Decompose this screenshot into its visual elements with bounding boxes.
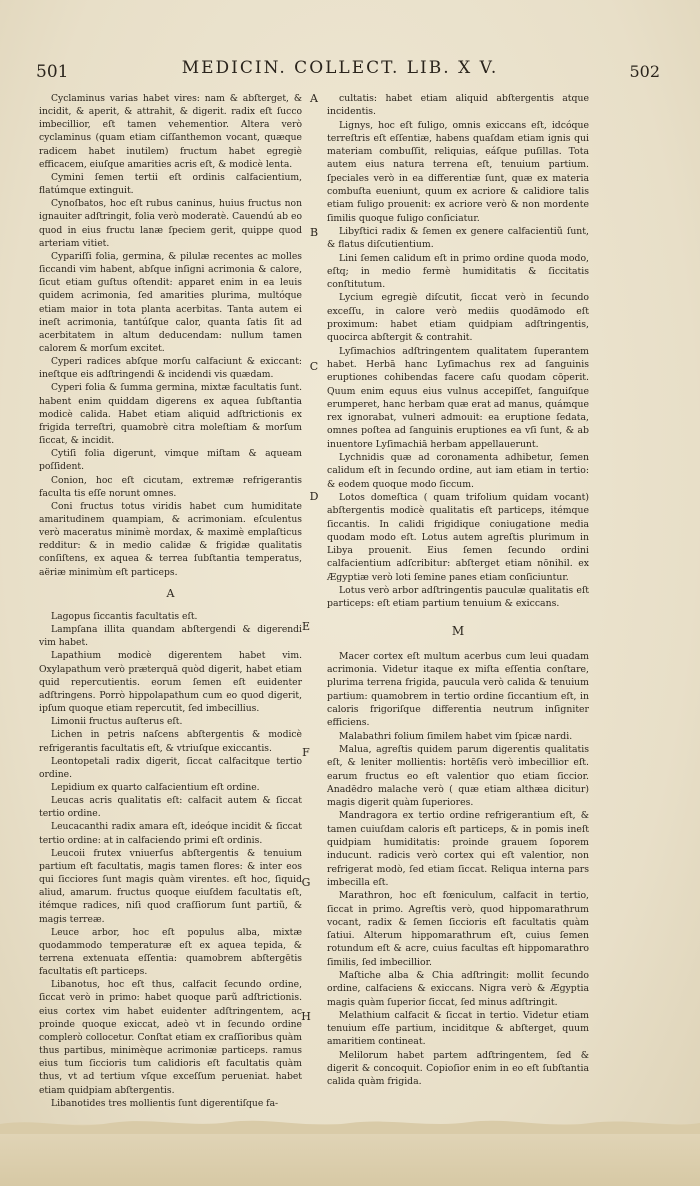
page-number-right: 502 [629, 62, 660, 81]
entry-paragraph: Lapathium modicè digerentem habet vim. Oxylapathum verò præterquā quòd digerit, habet etiam quid repercutientis. eorum ſemen eſt euidenter adſtringens. Porrò hippolapathum cum eo quod digerit, ipſum quoque etiam repercutit, ſed imbecillius. [39, 650, 302, 715]
entry-paragraph: Limonii fructus auſterus eſt. [51, 716, 183, 728]
entry-paragraph: Cyperi folia & ſumma germina, mixtæ facultatis ſunt. habent enim quiddam digerens ex aquea ſubſtantia modicè calida. Habet etiam aliquid adſtrictionis ex frigida terreſtri, quamobrè citra moleſtiam & morſum ſiccat, & incidit. [39, 382, 302, 447]
entry-paragraph: Conion, hoc eſt cicutam, extremæ refrigerantis faculta tis eſſe norunt omnes. [39, 474, 302, 499]
entry-paragraph: Leucacanthi radix amara eſt, ideóque incidit & ſiccat tertio ordine: at in calfaciendo primi eſt ordinis. [39, 821, 302, 846]
entry-paragraph: Lyſimachios adſtringentem qualitatem ſuperantem habet. Herbā hanc Lyſimachus rex ad ſanguinis eruptiones cohibendas facere caſu quodam cōperit. Quum enim equus eius vulnus accepiſſet, ſanguiſque erumperet, hanc herbam quæ erat ad manus, quámque rex ignorabat, vulneri admouit: ea eruptione ſedata, omnes poſtea ad ſanguinis eruptiones ea vſi ſunt, & ab inuentore Lyſimachiā herbam appellauerunt. [327, 345, 589, 450]
entry-paragraph: Libanotides tres mollientis ſunt digerentiſque fa- [51, 1097, 279, 1109]
right-column [327, 92, 589, 1089]
margin-letter: G [301, 876, 311, 889]
page-header [0, 56, 700, 86]
entry-paragraph: Lycium egregiè diſcutit, ſiccat verò in ſecundo exceſſu, in calore verò mediis quodāmodo eſt proximum: habet etiam quidpiam adſtringentis, quocirca abſtergit & contrahit. [327, 292, 589, 344]
entry-paragraph: Lini ſemen calidum eſt in primo ordine quoda modo, eſtq; in medio fermè humiditatis & ſiccitatis conſtitutum. [327, 252, 589, 291]
entry-paragraph: Leucoii frutex vniuerſus abſtergentis & tenuium partium eſt facultatis, magis tamen flores: & inter eos qui ſicciores ſunt magis quàm virentes. eſt hoc, ſiquid aliud, amarum. fructus quoque eiuſdem facultatis eſt, itémque radices, niſi quod craſſiorum ſunt partiũ, & magis terreæ. [39, 847, 302, 925]
margin-letter: B [309, 226, 319, 239]
entry-paragraph: Coni fructus totus viridis habet cum humiditate amaritudinem quampiam, & acrimoniam. eſculentus verò maceratus minimè mordax, & maximè emplaſticus redditur: & in medio calidæ & frigidæ qualitatis conſiſtens, ex aquea & terrea ſubſtantia temperatus, aëriæ minimùm eſt particeps. [39, 500, 302, 578]
entry-paragraph: Libanotus, hoc eſt thus, calfacit ſecundo ordine, ſiccat verò in primo: habet quoque parũ adſtrictionis. eius cortex vim habet euidenter adſtringentem, ac proinde quoque exiccat, adeò vt in ſecundo ordine complerò collocetur. Conſtat etiam ex craſſioribus quàm thus partibus, minimèque acrimoniæ particeps. ramus eius tum ſiccioris tum calidioris eſt facultatis quàm thus, vt ad tertium vſque exceſſum perueniat. habet etiam quidpiam abſtergentis. [39, 979, 302, 1096]
entry-paragraph: Lignys, hoc eſt fuligo, omnis exiccans eſt, idcóque terreſtris eſt eſſentiæ, habens quaſdam etiam ignis qui materiam combuſſit, reliquias, eáſque puſillas. Tota autem eius natura terrena eſt, tenuium partium. ſpeciales verò in ea differentiæ ſunt, quæ ex materia combuſta eueniunt, quum ex acriore & calidiore talis etiam fuligo prouenit: ex acriore verò & non mordente ſimilis quoque fuligo conſiciatur. [327, 119, 589, 224]
margin-letter: F [302, 746, 310, 759]
page-bottom-edge [0, 1124, 700, 1186]
entry-paragraph: Malua, agreſtis quidem parum digerentis qualitatis eſt, & leniter mollientis: hortēſis verò imbecillior eſt. earum fructus eo eſt valentior quo etiam ſiccior. Anadēdro malache verò ( quæ etiam althæa dicitur) magis digerit quàm ſuperiores. [327, 743, 589, 809]
entry-paragraph: Cynoſbatos, hoc eſt rubus caninus, huius fructus non ignauiter adſtringit, folia verò moderatè. Cauendú ab eo quod in eius fructu lanæ ſpeciem gerit, quippe quod arteriam vitiet. [39, 198, 302, 249]
entry-paragraph: Lotos domeſtica ( quam trifolium quidam vocant) abſtergentis modicè qualitatis eſt particeps, itémque ſiccantis. In calidi frigidique coniugatione media quodam modo eſt. Lotus autem agreſtis plurimum in Libya prouenit. Eius ſemen ſecundo ordini calfacientium adſcribitur: abſterget etiam nōnihil. ex Ægyptiæ verò loti ſemine panes etiam conſiciuntur. [327, 491, 589, 583]
margin-letter: D [309, 490, 319, 503]
entry-paragraph: Lampſana illita quandam abſtergendi & digerendi vim habet. [39, 624, 302, 649]
entry-paragraph: Lagopus ſiccantis facultatis eſt. [51, 610, 198, 622]
margin-letter: A [310, 92, 318, 105]
section-letter: A [166, 586, 175, 600]
page-number-left: 501 [36, 62, 69, 82]
entry-paragraph: Lepidium ex quarto calfacientium eſt ordine. [51, 781, 260, 793]
entry-paragraph: Lichen in petris naſcens abſtergentis & modicè refrigerantis facultatis eſt, & vtriuſque exiccantis. [39, 729, 302, 754]
entry-paragraph: cultatis: habet etiam aliquid abſtergentis atque incidentis. [327, 93, 589, 118]
entry-paragraph: Cyperi radices abſque morſu calfaciunt & exiccant: ineſtque eis adſtringendi & incidendi vis quædam. [39, 356, 302, 381]
torn-edge-shape [0, 1114, 700, 1134]
margin-letter: H [301, 1010, 311, 1023]
entry-paragraph: Leuce arbor, hoc eſt populus alba, mixtæ quodammodo temperaturæ eſt ex aquea tepida, & terrena extenuata eſſentia: quamobrem abſtergētis facultatis eſt particeps. [39, 926, 302, 978]
entry-paragraph: Leucas acris qualitatis eſt: calfacit autem & ſiccat tertio ordine. [39, 795, 302, 820]
left-column [39, 92, 302, 1110]
entry-paragraph: Cytiſi folia digerunt, vimque miſtam & aqueam poſſident. [39, 448, 302, 473]
entry-paragraph: Cyclaminus varias habet vires: nam & abſterget, & incidit, & aperit, & attrahit, & digerit. radix eſt ſucco imbecillior, eſt tamen vehementior. Altera verò cyclaminus (quam etiam ciſſanthemon vocant, quæque radicem habet inutilem) fructum habet egregiè efficacem, eiuſque amarities acris eſt, & modicè lenta. [39, 93, 302, 170]
entry-paragraph: Macer cortex eſt multum acerbus cum leui quadam acrimonia. Videtur itaque ex miſta eſſentia conſtare, plurima terrena frigida, paucula verò calida & tenuium partium: quamobrem in tertio ordine ſiccantium eſt, in caloris frigoriſque differentia neutrum inſigniter efficiens. [327, 650, 589, 729]
entry-paragraph: Melathium calfacit & ſiccat in tertio. Videtur etiam tenuium eſſe partium, inciditque & abſterget, quum amaritiem contineat. [327, 1009, 589, 1048]
entry-paragraph: Libyſtici radix & ſemen ex genere calfacientiũ ſunt, & flatus diſcutientium. [327, 225, 589, 251]
entry-paragraph: Lychnidis quæ ad coronamenta adhibetur, ſemen calidum eſt in ſecundo ordine, aut iam etiam in tertio: & eodem quoque modo ſiccum. [327, 452, 589, 490]
running-title: MEDICIN. COLLECT. LIB. X V. [181, 58, 499, 78]
entry-paragraph: Mandragora ex tertio ordine refrigerantium eſt, & tamen cuiuſdam caloris eſt particeps, & in pomis ineſt quidpiam humiditatis: proinde grauem ſoporem inducunt. radicis verò cortex qui eſt valentior, non refrigerat modò, ſed etiam ſiccat. Reliqua interna pars imbecilla eſt. [327, 810, 589, 888]
entry-paragraph: Maſtiche alba & Chia adſtringit: mollit ſecundo ordine, calfaciens & exiccans. Nigra verò & Ægyptia magis quàm ſuperior ſiccat, ſed minus adſtringit. [327, 970, 589, 1008]
entry-paragraph: Cypariſſi folia, germina, & pilulæ recentes ac molles ſiccandi vim habent, abſque inſigni acrimonia & calore, ſicut etiam guſtus oſtendit: apparet enim in ea leuis quidem acrimonia, ſed amarities plurima, multóque etiam maior in tota planta acerbitas. Tanta autem ei ineſt acrimonia, tantúſque calor, quanta ſatis ſit ad acerbitatem in altum deducendam: nullum tamen calorem & morſum excitet. [39, 250, 302, 354]
section-letter: M [451, 623, 465, 638]
margin-letter: E [301, 620, 311, 633]
entry-paragraph: Malabathri folium ſimilem habet vim ſpicæ nardi. [339, 730, 573, 742]
margin-letter: C [309, 360, 319, 373]
entry-paragraph: Leontopetali radix digerit, ſiccat calfacitque tertio ordine. [39, 755, 302, 780]
entry-paragraph: Cymini ſemen tertii eſt ordinis calfacientium, flatúmque extinguit. [39, 171, 302, 197]
entry-paragraph: Melilorum habet partem adſtringentem, ſed & digerit & concoquit. Copioſior enim in eo eſt ſubſtantia calida quàm frigida. [327, 1049, 589, 1088]
entry-paragraph: Marathron, hoc eſt fœniculum, calfacit in tertio, ſiccat in primo. Agreſtis verò, quod hippomarathrum vocant, radix & ſemen ſiccioris eſt facultatis quàm ſatiui. Alterum hippomarathrum eſt, cuius ſemen rotundum eſt & acre, cuius facultas eſt hippomarathro ſimilis, ſed imbecillior. [327, 890, 589, 968]
entry-paragraph: Lotus verò arbor adſtringentis pauculæ qualitatis eſt particeps: eſt etiam partium tenuium & exiccans. [327, 584, 589, 610]
